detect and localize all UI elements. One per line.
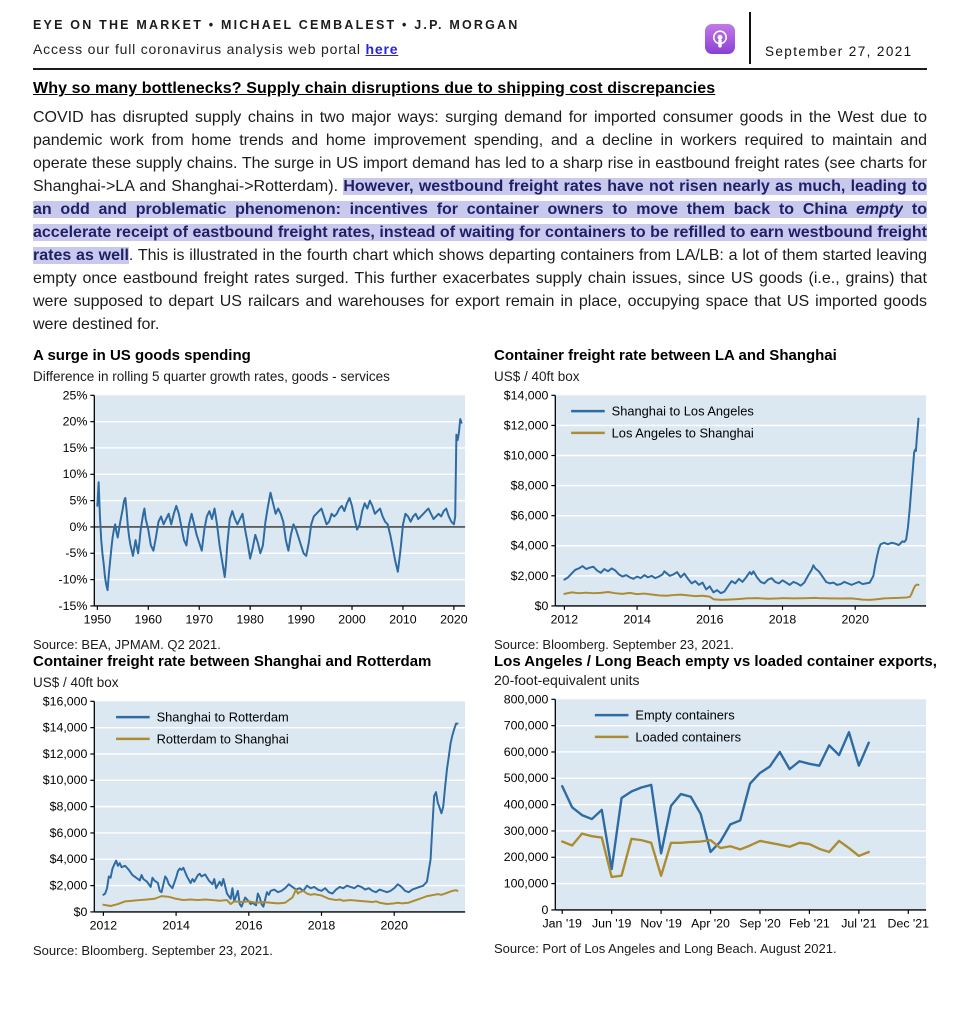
- svg-text:Shanghai to Rotterdam: Shanghai to Rotterdam: [156, 709, 289, 725]
- svg-text:Sep '20: Sep '20: [739, 916, 781, 931]
- svg-text:Empty containers: Empty containers: [635, 707, 735, 723]
- body-text-1: COVID has disrupted supply chains in two major ways: surging demand for imported consumer goods in the West due to pandemic work from home trends and home improvement spending, and a decline in workers required to maintain and operate these supply chains. The surge in US import demand has led to a sharp rise in eastbound freight rates (see charts for Shanghai->LA and Shanghai->Rotterdam).: [33, 109, 927, 195]
- svg-text:Apr '20: Apr '20: [691, 916, 730, 931]
- svg-text:2016: 2016: [696, 612, 724, 627]
- svg-text:600,000: 600,000: [503, 744, 549, 759]
- highlighted-text-italic: empty: [856, 201, 904, 218]
- podcast-glyph: [709, 28, 731, 50]
- svg-text:2016: 2016: [235, 918, 263, 933]
- svg-text:0: 0: [541, 902, 549, 917]
- header-left: [33, 12, 520, 57]
- freight-shanghai-rotterdam-plot: [33, 693, 473, 943]
- svg-text:2014: 2014: [623, 612, 651, 627]
- chart-title-text: Los Angeles / Long Beach empty vs loaded container exports,: [494, 653, 937, 670]
- header-rule: [33, 68, 927, 70]
- chart-title: [494, 652, 941, 690]
- svg-text:1950: 1950: [83, 612, 112, 627]
- header-divider: [749, 12, 751, 64]
- svg-text:Los Angeles to Shanghai: Los Angeles to Shanghai: [611, 425, 754, 441]
- svg-text:Nov '19: Nov '19: [640, 916, 682, 931]
- portal-line: [33, 41, 520, 57]
- svg-text:$8,000: $8,000: [49, 799, 88, 814]
- svg-text:-15%: -15%: [58, 598, 88, 613]
- svg-text:800,000: 800,000: [503, 692, 549, 707]
- svg-text:0%: 0%: [69, 519, 88, 534]
- svg-text:$14,000: $14,000: [503, 388, 549, 403]
- chart-source: Source: BEA, JPMAM. Q2 2021.: [33, 637, 221, 652]
- svg-text:2014: 2014: [162, 918, 190, 933]
- svg-text:$2,000: $2,000: [510, 568, 549, 583]
- svg-text:$4,000: $4,000: [510, 538, 549, 553]
- charts-grid: [33, 346, 937, 958]
- svg-text:Jan '19: Jan '19: [542, 916, 582, 931]
- us-goods-spending-plot: [33, 387, 473, 637]
- svg-text:500,000: 500,000: [503, 771, 549, 786]
- svg-text:$8,000: $8,000: [510, 478, 549, 493]
- svg-text:-5%: -5%: [65, 546, 88, 561]
- svg-text:2020: 2020: [380, 918, 408, 933]
- chart-title: [33, 346, 480, 386]
- svg-text:$4,000: $4,000: [49, 852, 88, 867]
- svg-text:-10%: -10%: [58, 572, 88, 587]
- body-text-2: . This is illustrated in the fourth chart which shows departing containers from LA/LB: a lot of them started leaving empty once eastbound freight rates surged. This further exacerbates supply chain issues, since US goods (i.e., grains) that were supposed to depart US railcars and warehouses for export remain in place, occupying space that US imported goods were destined for.: [33, 247, 928, 333]
- chart-us-goods-spending: [33, 346, 480, 652]
- svg-text:200,000: 200,000: [503, 850, 549, 865]
- highlighted-text-1: However, westbound freight rates have not risen nearly as much, leading to an odd and problematic phenomenon: incentives for container owners to move them back to China: [33, 178, 927, 218]
- svg-text:2018: 2018: [307, 918, 336, 933]
- svg-text:2010: 2010: [389, 612, 417, 627]
- masthead-title: EYE ON THE MARKET • MICHAEL CEMBALEST • J.P. MORGAN: [33, 18, 520, 32]
- svg-text:Dec '21: Dec '21: [887, 916, 930, 931]
- svg-text:$0: $0: [73, 904, 88, 919]
- chart-title-text: A surge in US goods spending: [33, 347, 251, 364]
- publication-date: September 27, 2021: [765, 43, 913, 59]
- svg-text:$12,000: $12,000: [42, 746, 88, 761]
- chart-subtitle: US$ / 40ft box: [33, 675, 119, 690]
- apple-podcasts-icon[interactable]: [705, 24, 735, 54]
- article-title: Why so many bottlenecks? Supply chain disruptions due to shipping cost discrepancies: [33, 80, 716, 97]
- chart-subtitle: US$ / 40ft box: [494, 369, 580, 384]
- svg-text:100,000: 100,000: [503, 876, 549, 891]
- chart-title-text: Container freight rate between Shanghai and Rotterdam: [33, 653, 432, 670]
- chart-subtitle: 20-foot-equivalent units: [494, 672, 640, 688]
- svg-text:25%: 25%: [62, 388, 88, 403]
- svg-text:Shanghai to Los Angeles: Shanghai to Los Angeles: [611, 403, 754, 419]
- svg-text:$2,000: $2,000: [49, 878, 88, 893]
- svg-text:Jul '21: Jul '21: [841, 916, 877, 931]
- article-body: [33, 106, 927, 336]
- chart-freight-shanghai-rotterdam: [33, 652, 480, 958]
- svg-text:2020: 2020: [841, 612, 869, 627]
- empty-vs-loaded-plot: [494, 691, 934, 941]
- svg-text:Rotterdam to Shanghai: Rotterdam to Shanghai: [156, 731, 289, 747]
- svg-text:$12,000: $12,000: [503, 418, 549, 433]
- svg-text:1990: 1990: [287, 612, 315, 627]
- chart-title: [494, 346, 941, 386]
- svg-text:Jun '19: Jun '19: [591, 916, 632, 931]
- svg-text:1970: 1970: [185, 612, 213, 627]
- svg-text:5%: 5%: [69, 493, 88, 508]
- svg-text:1980: 1980: [236, 612, 264, 627]
- svg-text:$0: $0: [534, 598, 549, 613]
- freight-la-shanghai-plot: [494, 387, 934, 637]
- svg-text:2018: 2018: [768, 612, 797, 627]
- portal-link[interactable]: here: [365, 41, 399, 57]
- svg-text:15%: 15%: [62, 440, 88, 455]
- svg-text:$16,000: $16,000: [42, 694, 88, 709]
- portal-text: Access our full coronavirus analysis web portal: [33, 41, 366, 57]
- svg-text:2020: 2020: [440, 612, 468, 627]
- svg-text:$6,000: $6,000: [49, 825, 88, 840]
- svg-text:$14,000: $14,000: [42, 720, 88, 735]
- svg-text:400,000: 400,000: [503, 797, 549, 812]
- chart-subtitle: Difference in rolling 5 quarter growth rates, goods - services: [33, 369, 390, 384]
- svg-text:Feb '21: Feb '21: [789, 916, 830, 931]
- header-right: [705, 12, 927, 64]
- svg-text:1960: 1960: [134, 612, 163, 627]
- svg-text:2000: 2000: [338, 612, 366, 627]
- highlighted-text-2: to accelerate receipt of eastbound freight rates, instead of waiting for containers to be refilled to earn westbound freight rates as well: [33, 201, 927, 264]
- chart-source: Source: Port of Los Angeles and Long Beach. August 2021.: [494, 941, 837, 956]
- chart-empty-vs-loaded-exports: [494, 652, 941, 958]
- chart-title: [33, 652, 480, 692]
- chart-title-text: Container freight rate between LA and Shanghai: [494, 347, 837, 364]
- chart-freight-la-shanghai: [494, 346, 941, 652]
- svg-text:Loaded containers: Loaded containers: [635, 729, 742, 745]
- svg-text:20%: 20%: [62, 414, 88, 429]
- chart-source: Source: Bloomberg. September 23, 2021.: [494, 637, 734, 652]
- svg-text:$10,000: $10,000: [42, 773, 88, 788]
- chart-source: Source: Bloomberg. September 23, 2021.: [33, 943, 273, 958]
- svg-text:2012: 2012: [89, 918, 118, 933]
- svg-text:10%: 10%: [62, 467, 88, 482]
- svg-text:$10,000: $10,000: [503, 448, 549, 463]
- page-header: [33, 12, 927, 64]
- svg-text:300,000: 300,000: [503, 823, 549, 838]
- svg-text:700,000: 700,000: [503, 718, 549, 733]
- svg-text:2012: 2012: [550, 612, 579, 627]
- svg-text:$6,000: $6,000: [510, 508, 549, 523]
